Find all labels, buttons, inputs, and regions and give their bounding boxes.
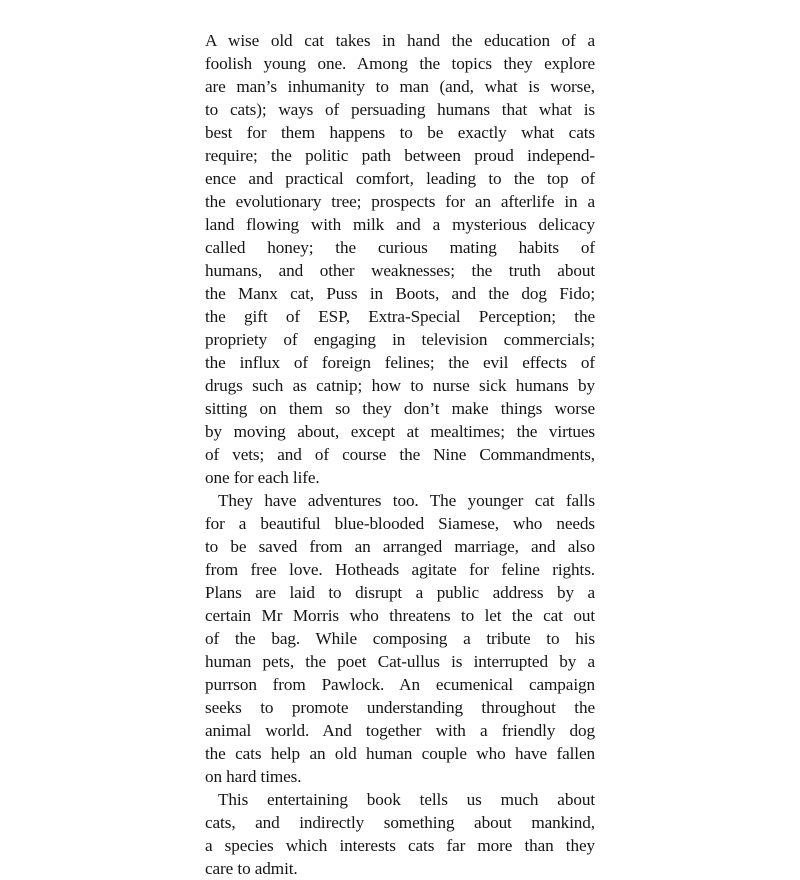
text-line: seeks to promote understanding throughout the (205, 698, 595, 717)
text-line: to be saved from an arranged marriage, and also (205, 537, 595, 556)
text-line: on hard times. (205, 767, 302, 786)
text-line: certain Mr Morris who threatens to let the cat out (205, 606, 595, 625)
text-line: drugs such as catnip; how to nurse sick humans by (205, 376, 595, 395)
blurb-text-block (205, 29, 595, 880)
text-line: This entertaining book tells us much about (218, 790, 595, 809)
blurb-paragraph-2 (205, 489, 595, 788)
text-line: a species which interests cats far more than they (205, 836, 595, 855)
text-line: the evolutionary tree; prospects for an afterlife in a (205, 192, 595, 211)
text-line: They have adventures too. The younger cat falls (218, 491, 595, 510)
text-line: from free love. Hotheads agitate for feline rights. (205, 560, 595, 579)
text-line: the influx of foreign felines; the evil effects of (205, 353, 595, 372)
text-line: are man’s inhumanity to man (and, what is worse, (205, 77, 595, 96)
text-line: require; the politic path between proud independ- (205, 146, 595, 165)
text-line: ence and practical comfort, leading to the top of (205, 169, 595, 188)
text-line: purrson from Pawlock. An ecumenical campaign (205, 675, 595, 694)
text-line: A wise old cat takes in hand the education of a (205, 31, 595, 50)
text-line: foolish young one. Among the topics they explore (205, 54, 595, 73)
text-line: sitting on them so they don’t make things worse (205, 399, 595, 418)
text-line: propriety of engaging in television commercials; (205, 330, 595, 349)
text-line: care to admit. (205, 859, 298, 878)
blurb-paragraph-1 (205, 29, 595, 489)
text-line: the cats help an old human couple who have fallen (205, 744, 595, 763)
text-line: the Manx cat, Puss in Boots, and the dog Fido; (205, 284, 595, 303)
text-line: human pets, the poet Cat-ullus is interrupted by a (205, 652, 595, 671)
text-line: animal world. And together with a friendly dog (205, 721, 595, 740)
text-line: of vets; and of course the Nine Commandments, (205, 445, 595, 464)
text-line: to cats); ways of persuading humans that what is (205, 100, 595, 119)
text-line: called honey; the curious mating habits of (205, 238, 595, 257)
text-line: of the bag. While composing a tribute to his (205, 629, 595, 648)
text-line: for a beautiful blue-blooded Siamese, who needs (205, 514, 595, 533)
text-line: humans, and other weaknesses; the truth about (205, 261, 595, 280)
text-line: one for each life. (205, 468, 320, 487)
blurb-paragraph-3 (205, 788, 595, 880)
text-line: best for them happens to be exactly what cats (205, 123, 595, 142)
text-line: by moving about, except at mealtimes; the virtues (205, 422, 595, 441)
text-line: land flowing with milk and a mysterious delicacy (205, 215, 595, 234)
text-line: Plans are laid to disrupt a public address by a (205, 583, 595, 602)
text-line: the gift of ESP, Extra-Special Perception; the (205, 307, 595, 326)
text-line: cats, and indirectly something about mankind, (205, 813, 595, 832)
